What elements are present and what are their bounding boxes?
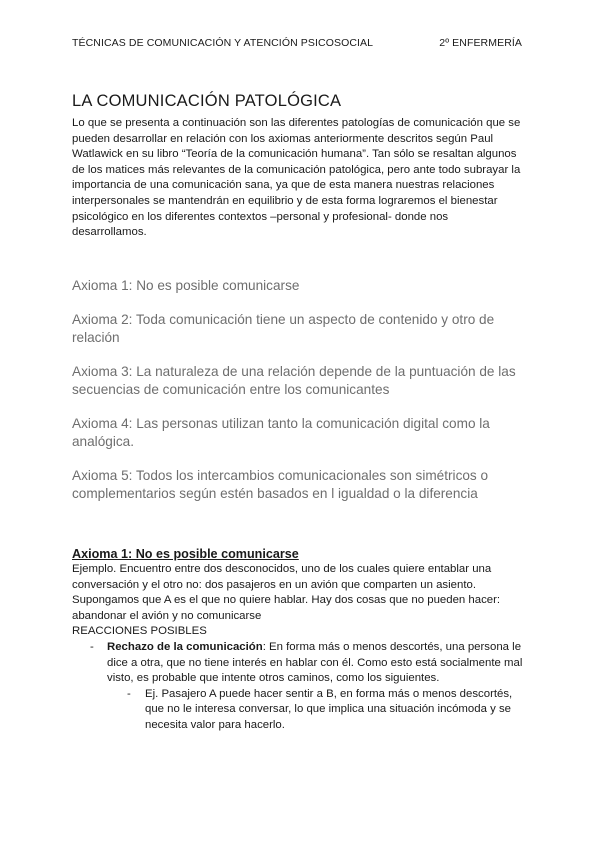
bullet-term: Rechazo de la comunicación bbox=[107, 640, 263, 653]
header-course-title: TÉCNICAS DE COMUNICACIÓN Y ATENCIÓN PSICOSOCIAL bbox=[72, 37, 374, 49]
header-course-level: 2º ENFERMERÍA bbox=[439, 37, 522, 49]
page-header bbox=[72, 37, 522, 49]
page-title: LA COMUNICACIÓN PATOLÓGICA bbox=[72, 92, 342, 110]
axiom-item: Axioma 4: Las personas utilizan tanto la comunicación digital como la analógica. bbox=[72, 416, 490, 449]
axiom-item: Axioma 5: Todos los intercambios comunicacionales son simétricos o complementarios según estén basados en l igualdad o la diferencia bbox=[72, 468, 489, 501]
axiom-list bbox=[72, 277, 522, 519]
axiom-item: Axioma 2: Toda comunicación tiene un aspecto de contenido y otro de relación bbox=[72, 312, 495, 345]
intro-paragraph: Lo que se presenta a continuación son las diferentes patologías de comunicación que se pueden desarrollar en relación con los axiomas anteriormente descritos según Paul Watlawick en su libro “Teoría de la comunicación humana”. Tan sólo se resaltan algunos de los matices más relevantes de la comunicación patológica, pero ante todo subrayar la importancia de una comunicación sana, ya que de esta manera nuestras relaciones interpersonales se mantendrán en equilibrio y de esta forma lograremos el bienestar psicológico en los diferentes contextos –personal y profesional- donde nos desarrollamos. bbox=[72, 117, 521, 239]
reactions-list bbox=[72, 640, 524, 734]
section-heading: Axioma 1: No es posible comunicarse bbox=[72, 547, 299, 561]
axiom-item: Axioma 1: No es posible comunicarse bbox=[72, 278, 300, 293]
list-item bbox=[90, 640, 524, 734]
example-paragraph: Ejemplo. Encuentro entre dos desconocidos, uno de los cuales quiere entablar una conversación y el otro no: dos pasajeros en un avión que comparten un asiento. Supongamos que A es el que no quiere hablar. Hay dos cosas que no pueden hacer: abandonar el avión y no comunicarse bbox=[72, 563, 501, 622]
sub-list bbox=[107, 687, 524, 734]
axiom-item: Axioma 3: La naturaleza de una relación depende de la puntuación de las secuencias de comunicación entre los comunicantes bbox=[72, 364, 516, 397]
axiom-1-section bbox=[72, 546, 524, 734]
sub-list-item: - Ej. Pasajero A puede hacer sentir a B, en forma más o menos descortés, que no le interesa conversar, lo que implica una situación incómoda y se necesita valor para hacerlo. bbox=[127, 687, 524, 734]
bullet-description: : En forma más o menos descortés, una persona le dice a otra, que no tiene interés en hablar con él. Como esto está socialmente mal visto, es probable que intente otros caminos, como los siguientes. bbox=[107, 640, 523, 685]
reactions-label: REACCIONES POSIBLES bbox=[72, 625, 207, 638]
